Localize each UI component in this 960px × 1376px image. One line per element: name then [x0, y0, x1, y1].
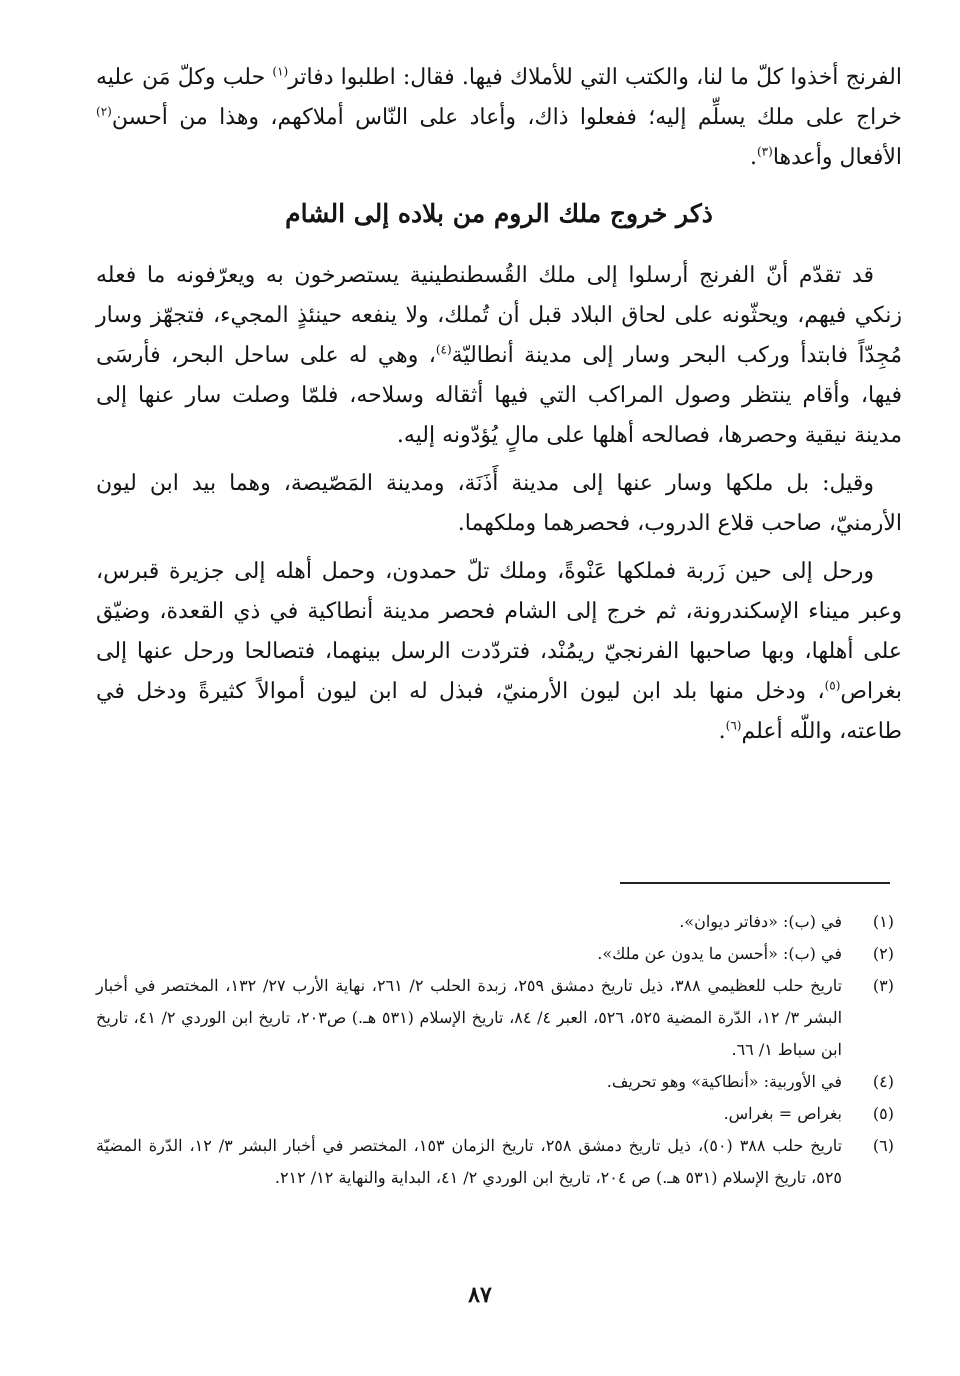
footnote-item [96, 970, 894, 1066]
footnote-number: (٢) [872, 944, 894, 963]
paragraph-1 [96, 58, 902, 178]
footnote-number: (١) [872, 912, 894, 931]
footnote-marker-1: (١) [272, 64, 289, 79]
footnote-item [96, 906, 894, 938]
paragraph-4-text: ، ودخل منها بلد ابن ليون الأرمنيّ، فبذل له ابن ليون أموالاً كثيرةً ودخل في طاعته، واللّه أعلم [96, 679, 902, 744]
footnote-marker-2: (٢) [96, 104, 112, 119]
footnote-marker-3: (٣) [756, 144, 773, 159]
footnote-text: في (ب): «أحسن ما يدون عن ملك». [597, 944, 842, 963]
paragraph-2-text: قد تقدّم أنّ الفرنج أرسلوا إلى ملك القُسطنطينية يستصرخون به ويعرّفونه ما فعله زنكي فيهم، ويحثّونه على لحاق البلاد قبل أن تُملك، ولا ينفعه حينئذٍ المجيء، فتجهّز وسار مُجِدّاً فابتدأ وركب البحر وسار إلى مدينة أنطاليّة [96, 263, 902, 368]
paragraph-1-text: الفرنج أخذوا كلّ ما لنا، والكتب التي للأملاك فيها. فقال: اطلبوا دفاتر [288, 65, 903, 90]
footnote-number: (٤) [872, 1072, 894, 1091]
footnote-text: بغراص = بغراس. [723, 1104, 842, 1123]
section-heading: ذكر خروج ملك الروم من بلاده إلى الشام [285, 199, 713, 228]
paragraph-1-text: حلب وكلّ مَن عليه خراج على ملك يسلِّم إليه؛ ففعلوا ذاك، وأعاد على النّاس أملاكهم، وهذا من أحسن [96, 65, 902, 130]
footnote-number: (٣) [872, 976, 894, 995]
paragraph-4 [96, 552, 902, 752]
footnote-marker-6: (٦) [725, 718, 742, 733]
footnote-item [96, 1066, 894, 1098]
footnote-separator [620, 882, 890, 884]
footnote-text: في (ب): «دفاتر ديوان». [679, 912, 842, 931]
page-number: ٨٧ [468, 1282, 492, 1308]
footnote-number: (٦) [872, 1136, 894, 1155]
paragraph-2-text: ، وهي له على ساحل البحر، فأرسَى فيها، وأقام ينتظر وصول المراكب التي فيها أثقاله وسلاحه، فلمّا وصلت سار عنها إلى مدينة نيقية وحصرها، فصالحه أهلها على مالٍ يُؤدّونه إليه. [96, 343, 902, 448]
footnote-text: تاريخ حلب ٣٨٨ (٥٠)، ذيل تاريخ دمشق ٢٥٨، تاريخ الزمان ١٥٣، المختصر في أخبار البشر ٣/ ١٢، الدّرة المضيّة ٥٢٥، تاريخ الإسلام (٥٣١ هـ.) ص ٢٠٤، تاريخ ابن الوردي ٢/ ٤١، البداية والنهاية ١٢/ ٢١٢. [96, 1136, 843, 1187]
paragraph-4-text: ورحل إلى حين زَربة فملكها عَنْوةً، وملك تلّ حمدون، وحمل أهله إلى جزيرة قبرس، وعبر ميناء الإسكندرونة، ثم خرج إلى الشام فحصر مدينة أنطاكية في ذي القعدة، وضيّق على أهلها، وبها صاحبها الفرنجيّ ريمُنْد، فتردّدت الرسل بينهما، فتصالحا ورحل عنها إلى بغراص [96, 559, 902, 704]
footnote-number: (٥) [872, 1104, 894, 1123]
footnote-text: في الأوربية: «أنطاكية» وهو تحريف. [606, 1072, 842, 1091]
paragraph-1-text: الأفعال وأعدها [772, 145, 902, 170]
footnote-item [96, 1098, 894, 1130]
footnote-marker-4: (٤) [435, 342, 452, 357]
main-text [96, 58, 902, 752]
paragraph-3: وقيل: بل ملكها وسار عنها إلى مدينة أَذَنَة، ومدينة المَصّيصة، وهما بيد ابن ليون الأرمنيّ، صاحب قلاع الدروب، فحصرهما وملكهما. [96, 471, 902, 536]
paragraph-1-text: . [749, 145, 757, 170]
paragraph-4-text: . [718, 719, 726, 744]
footnote-item [96, 938, 894, 970]
footnote-marker-5: (٥) [824, 678, 841, 693]
footnote-item [96, 1130, 894, 1194]
footnotes [96, 906, 894, 1194]
paragraph-2 [96, 256, 902, 456]
footnote-text: تاريخ حلب للعظيمي ٣٨٨، ذيل تاريخ دمشق ٢٥٩، زبدة الحلب ٢/ ٢٦١، نهاية الأرب ٢٧/ ١٣٢، المختصر في أخبار البشر ٣/ ١٢، الدّرة المضية ٥٢٥، ٥٢٦، العبر ٤/ ٨٤، تاريخ الإسلام (٥٣١ هـ.) ص٢٠٣، تاريخ ابن الوردي ٢/ ٤١، تاريخ ابن سباط ١/ ٦٦. [96, 976, 843, 1059]
